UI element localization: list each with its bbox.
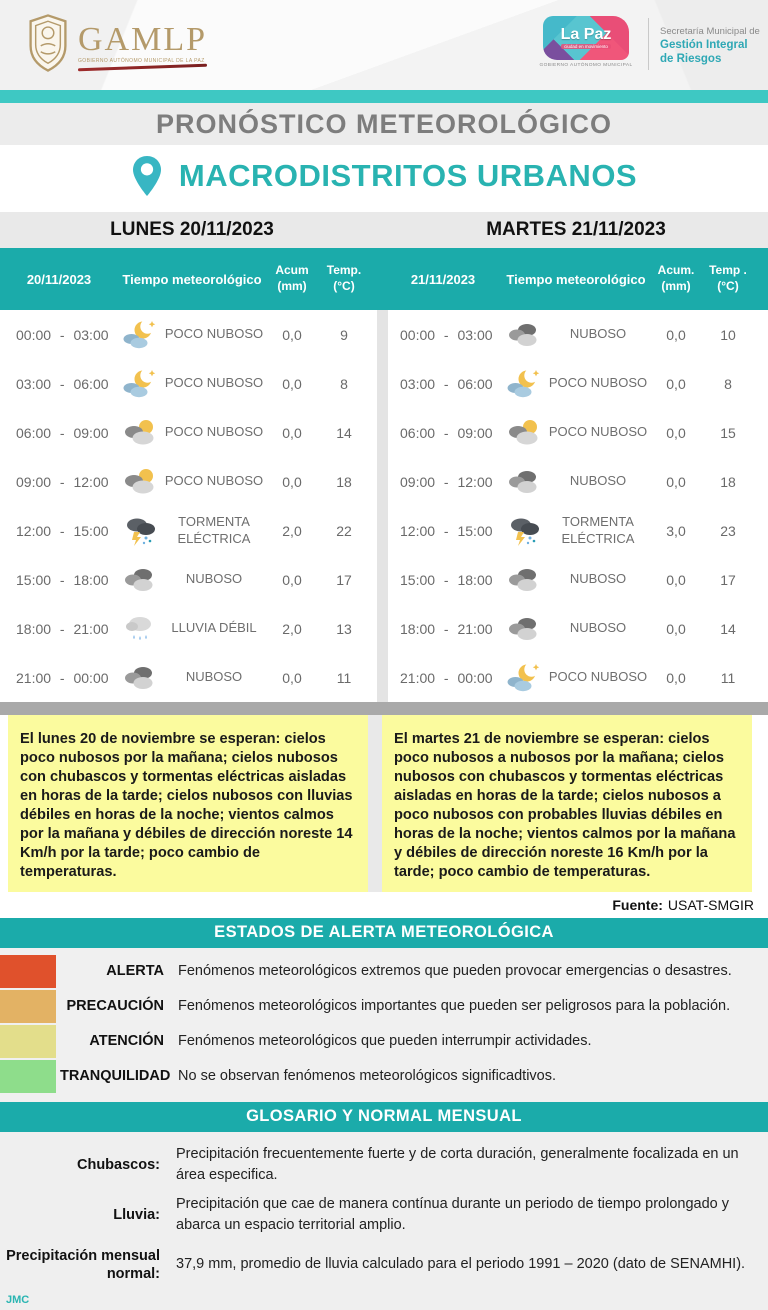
teal-strip <box>0 90 768 103</box>
acum-value: 0,0 <box>282 424 302 441</box>
temp-value: 17 <box>336 571 352 588</box>
temp-value: 11 <box>336 669 352 686</box>
cloud-moon-icon <box>118 368 162 400</box>
time-range: 06:00 - 09:00 <box>16 424 109 441</box>
table-header-monday <box>0 248 384 310</box>
time-range: 09:00 - 12:00 <box>16 473 109 490</box>
table-row <box>0 408 384 457</box>
temp-value: 18 <box>720 473 736 490</box>
clouds-icon <box>502 613 546 645</box>
clouds-icon <box>502 466 546 498</box>
day-title-monday: LUNES 20/11/2023 <box>110 219 274 240</box>
cloud-sun-icon <box>502 417 546 449</box>
alert-row-alerta <box>0 954 768 989</box>
alerts-list <box>0 948 768 1102</box>
lapaz-slogan: ciudad en movimiento <box>561 44 611 49</box>
time-range: 21:00 - 00:00 <box>400 669 493 686</box>
temp-value: 18 <box>336 473 352 490</box>
temp-value: 9 <box>340 326 348 343</box>
glossary-term: Precipitación mensual normal: <box>6 1247 160 1282</box>
secretaria-line3: de Riesgos <box>660 53 722 66</box>
header-divider <box>648 18 649 70</box>
column-temp: Temp. (°C) <box>326 263 362 293</box>
weather-description: NUBOSO <box>185 669 243 685</box>
table-row <box>384 506 768 555</box>
time-range: 12:00 - 15:00 <box>16 522 109 539</box>
time-range: 03:00 - 06:00 <box>400 375 493 392</box>
column-acum: Acum (mm) <box>275 263 309 293</box>
temp-value: 17 <box>720 571 736 588</box>
time-range: 15:00 - 18:00 <box>16 571 109 588</box>
acum-value: 0,0 <box>666 669 686 686</box>
alert-description: No se observan fenómenos meteorológicos significadtivos. <box>178 1068 557 1085</box>
secretaria-block <box>660 26 760 67</box>
temp-value: 11 <box>720 669 736 686</box>
glossary-definition: Precipitación que cae de manera contínua durante un periodo de tiempo prolongado y abarca un espacio territorial amplio. <box>176 1195 729 1233</box>
acum-value: 0,0 <box>282 326 302 343</box>
glossary-term: Chubascos: <box>77 1156 160 1173</box>
acum-value: 0,0 <box>666 326 686 343</box>
glossary-definition: Precipitación frecuentemente fuerte y de corta duración, generalmente focalizada en un área especifica. <box>176 1145 739 1183</box>
acum-value: 3,0 <box>666 522 686 539</box>
time-range: 12:00 - 15:00 <box>400 522 493 539</box>
alert-row-tranquilidad <box>0 1059 768 1094</box>
secretaria-line2: Gestión Integral <box>660 38 748 51</box>
acum-value: 0,0 <box>666 620 686 637</box>
alert-row-precaucion <box>0 989 768 1024</box>
table-divider <box>377 310 388 702</box>
glossary-definition: 37,9 mm, promedio de lluvia calculado para el periodo 1991 – 2020 (dato de SENAMHI). <box>176 1256 746 1273</box>
alert-description: Fenómenos meteorológicos que pueden interrumpir actividades. <box>178 1033 592 1050</box>
glossary-section-title: GLOSARIO Y NORMAL MENSUAL <box>246 1107 522 1126</box>
table-bottom-bar <box>0 702 768 715</box>
title-band <box>0 103 768 145</box>
clouds-icon <box>502 319 546 351</box>
source-row <box>0 892 768 918</box>
storm-icon <box>118 515 162 547</box>
table-row <box>0 604 384 653</box>
weather-description: POCO NUBOSO <box>548 669 648 685</box>
temp-value: 14 <box>720 620 736 637</box>
day-header-band <box>0 212 768 248</box>
table-row <box>384 310 768 359</box>
page-header <box>0 0 768 90</box>
alerta-color-swatch <box>0 955 56 988</box>
glossary-list <box>0 1132 768 1292</box>
weather-description: POCO NUBOSO <box>164 424 264 440</box>
weather-description: NUBOSO <box>569 571 627 587</box>
temp-value: 15 <box>720 424 736 441</box>
alert-row-atencion <box>0 1024 768 1059</box>
acum-value: 0,0 <box>666 424 686 441</box>
forecast-text-monday: El lunes 20 de noviembre se esperan: cielos poco nubosos por la mañana; cielos nubosos con chubascos y tormentas eléctricas aisladas en horas de la tarde; cielos nubosos con lluvias débiles en horas de la noche; vientos calmos por la mañana y débiles de dirección noreste 14 Km/h por la tarde; poco cambio de temperaturas. <box>8 715 368 892</box>
alert-description: Fenómenos meteorológicos extremos que pueden provocar emergencias o desastres. <box>178 963 732 980</box>
time-range: 15:00 - 18:00 <box>400 571 493 588</box>
table-body-band <box>0 310 768 702</box>
acum-value: 0,0 <box>282 473 302 490</box>
gamlp-ribbon <box>78 63 207 71</box>
acum-value: 0,0 <box>666 473 686 490</box>
lapaz-title: La Paz <box>560 26 612 43</box>
clouds-icon <box>118 662 162 694</box>
table-row <box>384 653 768 702</box>
cloud-sun-icon <box>118 466 162 498</box>
forecast-text-tuesday: El martes 21 de noviembre se esperan: cielos poco nubosos a nubosos por la mañana; cielos nubosos con chubascos y tormentas eléctricas aisladas en horas de la tarde; cielos nubosos a poco nubosos con probables lluvias débiles en horas de la noche; vientos calmos por la mañana y débiles de dirección noreste 16 Km/h por la tarde; poco cambio de temperaturas. <box>382 715 752 892</box>
table-row <box>384 555 768 604</box>
atencion-color-swatch <box>0 1025 56 1058</box>
time-range: 03:00 - 06:00 <box>16 375 109 392</box>
forecast-table-tuesday <box>384 310 768 702</box>
temp-value: 13 <box>336 620 352 637</box>
column-acum: Acum. (mm) <box>657 263 695 293</box>
source-label: Fuente: <box>612 896 663 913</box>
gamlp-wordmark <box>78 20 208 69</box>
author-initials: JMC <box>0 1292 768 1310</box>
weather-description: NUBOSO <box>569 326 627 342</box>
gamlp-logo <box>26 14 207 77</box>
column-temp: Temp . (°C) <box>709 263 747 293</box>
table-header-band <box>0 248 768 310</box>
acum-value: 2,0 <box>282 522 302 539</box>
weather-description: LLUVIA DÉBIL <box>171 620 257 636</box>
weather-description: POCO NUBOSO <box>164 473 264 489</box>
alerts-section-title: ESTADOS DE ALERTA METEOROLÓGICA <box>214 923 554 942</box>
lapaz-logo <box>534 16 638 68</box>
storm-icon <box>502 515 546 547</box>
table-row <box>0 653 384 702</box>
acum-value: 2,0 <box>282 620 302 637</box>
table-row <box>0 506 384 555</box>
temp-value: 14 <box>336 424 352 441</box>
secretaria-line1: Secretaría Municipal de <box>660 26 760 37</box>
table-row <box>384 604 768 653</box>
table-row <box>0 359 384 408</box>
alert-label: ALERTA <box>106 963 164 980</box>
alert-label: TRANQUILIDAD <box>60 1068 171 1085</box>
weather-description: NUBOSO <box>569 620 627 636</box>
acum-value: 0,0 <box>282 375 302 392</box>
weather-description: POCO NUBOSO <box>164 326 264 342</box>
forecast-gap <box>368 715 382 892</box>
source-value: USAT-SMGIR <box>667 896 754 913</box>
time-range: 00:00 - 03:00 <box>400 326 493 343</box>
clouds-icon <box>502 564 546 596</box>
time-range: 21:00 - 00:00 <box>16 669 109 686</box>
temp-value: 22 <box>336 522 352 539</box>
table-header-tuesday <box>384 248 768 310</box>
subtitle-row <box>0 145 768 207</box>
glossary-term: Lluvia: <box>113 1206 160 1223</box>
cloud-sun-icon <box>118 417 162 449</box>
forecast-summary-band <box>0 715 768 892</box>
rain-icon <box>118 613 162 645</box>
weather-description: NUBOSO <box>569 473 627 489</box>
table-row <box>0 310 384 359</box>
tranquilidad-color-swatch <box>0 1060 56 1093</box>
column-date: 21/11/2023 <box>410 271 476 287</box>
table-row <box>384 408 768 457</box>
alert-description: Fenómenos meteorológicos importantes que pueden ser peligrosos para la población. <box>178 998 731 1015</box>
temp-value: 8 <box>340 375 348 392</box>
time-range: 00:00 - 03:00 <box>16 326 109 343</box>
table-row <box>384 457 768 506</box>
column-date: 20/11/2023 <box>26 271 92 287</box>
glossary-row-lluvia <box>0 1190 768 1240</box>
lapaz-caption: GOBIERNO AUTÓNOMO MUNICIPAL <box>539 63 633 68</box>
gamlp-crest-icon <box>26 14 70 77</box>
acum-value: 0,0 <box>282 571 302 588</box>
weather-description: POCO NUBOSO <box>164 375 264 391</box>
table-row <box>0 457 384 506</box>
forecast-table-monday <box>0 310 384 702</box>
acum-value: 0,0 <box>282 669 302 686</box>
weather-description: POCO NUBOSO <box>548 375 648 391</box>
weather-description: TORMENTA ELÉCTRICA <box>561 514 635 546</box>
table-row <box>384 359 768 408</box>
page-title: PRONÓSTICO METEOROLÓGICO <box>155 108 612 139</box>
clouds-icon <box>118 564 162 596</box>
lapaz-mosaic-icon <box>543 16 629 60</box>
acum-value: 0,0 <box>666 375 686 392</box>
temp-value: 10 <box>720 326 736 343</box>
column-weather: Tiempo meteorológico <box>122 271 262 287</box>
glossary-section-bar <box>0 1102 768 1132</box>
temp-value: 8 <box>724 375 732 392</box>
gamlp-acronym: GAMLP <box>78 20 208 58</box>
time-range: 18:00 - 21:00 <box>400 620 493 637</box>
temp-value: 23 <box>720 522 736 539</box>
table-row <box>0 555 384 604</box>
glossary-row-chubascos <box>0 1140 768 1190</box>
precaucion-color-swatch <box>0 990 56 1023</box>
alert-label: PRECAUCIÓN <box>66 998 164 1015</box>
time-range: 09:00 - 12:00 <box>400 473 493 490</box>
acum-value: 0,0 <box>666 571 686 588</box>
location-pin-icon <box>131 154 163 198</box>
alerts-section-bar <box>0 918 768 948</box>
page-subtitle: MACRODISTRITOS URBANOS <box>178 158 638 193</box>
weather-description: TORMENTA ELÉCTRICA <box>177 514 251 546</box>
column-weather: Tiempo meteorológico <box>506 271 646 287</box>
gamlp-subtitle: GOBIERNO AUTÓNOMO MUNICIPAL DE LA PAZ <box>78 57 205 64</box>
cloud-moon-icon <box>502 662 546 694</box>
time-range: 18:00 - 21:00 <box>16 620 109 637</box>
cloud-moon-icon <box>118 319 162 351</box>
weather-description: POCO NUBOSO <box>548 424 648 440</box>
glossary-row-precipitacion <box>0 1240 768 1290</box>
weather-description: NUBOSO <box>185 571 243 587</box>
cloud-moon-icon <box>502 368 546 400</box>
alert-label: ATENCIÓN <box>89 1033 164 1050</box>
day-title-tuesday: MARTES 21/11/2023 <box>486 219 666 240</box>
time-range: 06:00 - 09:00 <box>400 424 493 441</box>
